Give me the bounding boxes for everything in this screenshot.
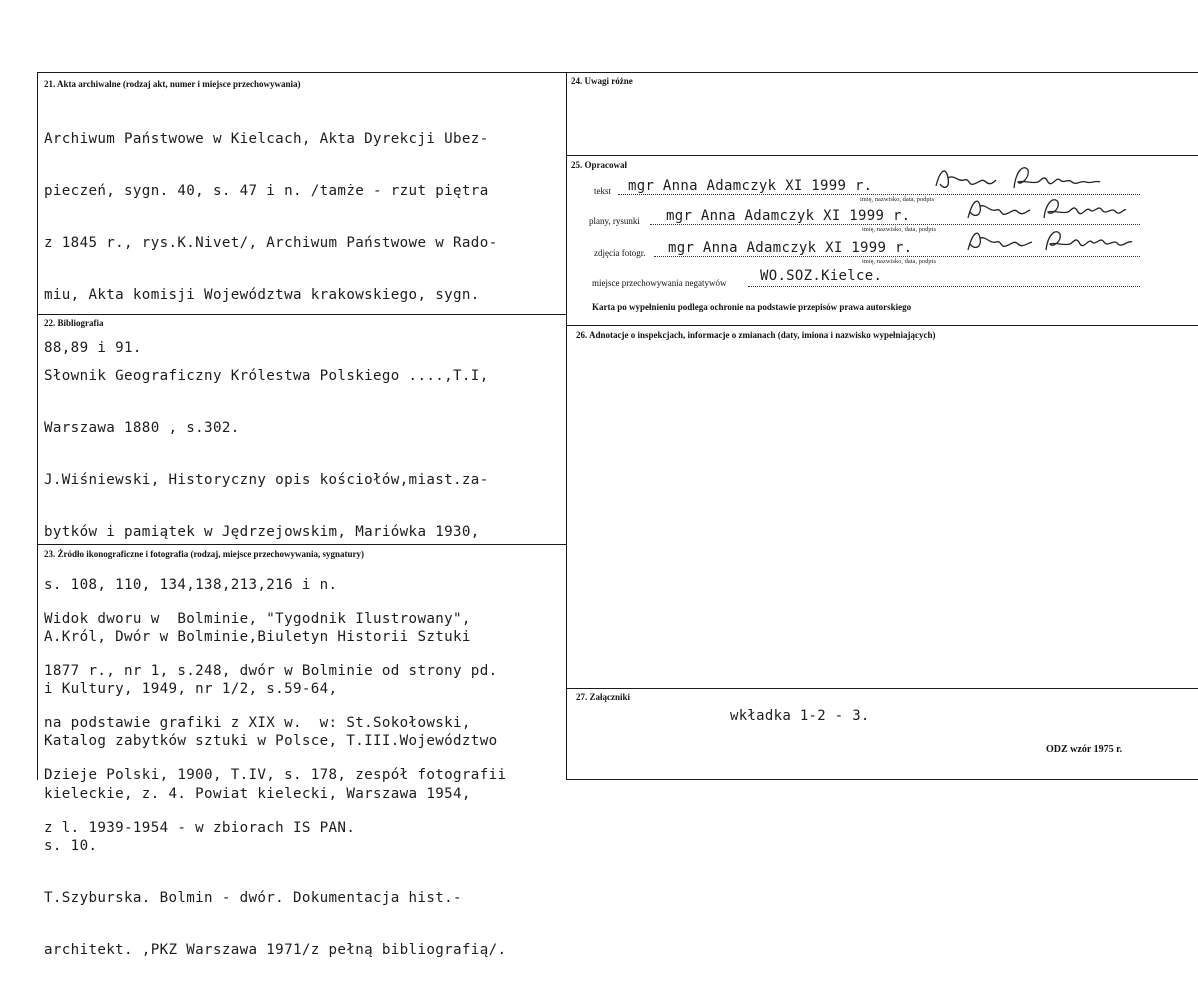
tekst-value: mgr Anna Adamczyk XI 1999 r. <box>628 178 873 194</box>
divider-25-26 <box>566 325 1198 326</box>
left-border <box>37 72 38 780</box>
zdjecia-value: mgr Anna Adamczyk XI 1999 r. <box>668 240 913 256</box>
tekst-caption: imię, nazwisko, data, podpis <box>860 196 935 203</box>
negatywy-label: miejsce przechowywania negatywów <box>592 278 727 288</box>
section-22-line: Warszawa 1880 , s.302. <box>44 420 240 437</box>
section-21-line: miu, Akta komisji Województwa krakowskiego, sygn. <box>44 287 480 304</box>
section-23-line: Dzieje Polski, 1900, T.IV, s. 178, zespół fotografii <box>44 767 507 784</box>
section-22-line: Katalog zabytków sztuki w Polsce, T.III.Województwo <box>44 733 498 750</box>
negatywy-value: WO.SOZ.Kielce. <box>760 268 883 284</box>
section-22-line: s. 10. <box>44 837 98 854</box>
plany-value: mgr Anna Adamczyk XI 1999 r. <box>666 208 911 224</box>
copyright-note: Karta po wypełnieniu podlega ochronie na podstawie przepisów prawa autorskiego <box>592 302 912 312</box>
signature-2 <box>960 190 1130 226</box>
section-23-line: z l. 1939-1954 - w zbiorach IS PAN. <box>44 819 356 836</box>
section-22-label: 22. Bibliografia <box>44 318 104 328</box>
negatywy-dotted-line <box>748 286 1140 287</box>
section-27-label: 27. Załączniki <box>576 692 631 702</box>
section-22-line: s. 108, 110, 134,138,213,216 i n. <box>44 576 338 593</box>
section-23-line: na podstawie grafiki z XIX w. w: St.Sokołowski, <box>44 715 471 732</box>
form-version: ODZ wzór 1975 r. <box>1046 744 1123 755</box>
section-24-label: 24. Uwagi różne <box>571 76 633 86</box>
zdjecia-caption: imię, nazwisko, data, podpis <box>862 258 937 265</box>
divider-26-27 <box>566 688 1198 689</box>
tekst-label: tekst <box>594 186 611 196</box>
section-22-line: J.Wiśniewski, Historyczny opis kościołów,miast.za- <box>44 472 489 489</box>
section-23-line: Widok dworu w Bolminie, "Tygodnik Ilustrowany", <box>44 610 471 627</box>
plany-label: plany, rysunki <box>589 216 640 226</box>
section-21-label: 21. Akta archiwalne (rodzaj akt, numer i miejsce przechowywania) <box>44 79 301 89</box>
plany-caption: imię, nazwisko, data, podpis <box>862 226 937 233</box>
section-26-label: 26. Adnotacje o inspekcjach, informacje o zmianach (daty, imiona i nazwisko wypełniających) <box>576 330 936 340</box>
attachments-value: wkładka 1-2 - 3. <box>730 708 870 724</box>
section-23-label: 23. Źródło ikonograficzne i fotografia (rodzaj, miejsce przechowywania, sygnatury) <box>44 549 365 559</box>
section-22-line: A.Król, Dwór w Bolminie,Biuletyn Historii Sztuki <box>44 628 471 645</box>
section-22-line: Słownik Geograficzny Królestwa Polskiego ....,T.I, <box>44 367 489 384</box>
section-22-line: architekt. ,PKZ Warszawa 1971/z pełną bibliografią/. <box>44 942 507 959</box>
divider-24-25 <box>566 155 1198 156</box>
zdjecia-label: zdjęcia fotogr. <box>594 248 646 258</box>
section-22-line: T.Szyburska. Bolmin - dwór. Dokumentacja hist.- <box>44 890 462 906</box>
section-22-line: bytków i pamiątek w Jędrzejowskim, Mariówka 1930, <box>44 524 480 541</box>
center-divider <box>566 72 567 780</box>
section-22-line: kieleckie, z. 4. Powiat kielecki, Warszawa 1954, <box>44 785 471 802</box>
bottom-border-right <box>566 779 1198 780</box>
signature-3 <box>960 222 1140 258</box>
top-border <box>37 72 1198 73</box>
section-21-line: 88,89 i 91. <box>44 339 142 356</box>
section-25-label: 25. Opracował <box>571 160 627 170</box>
section-22-line: i Kultury, 1949, nr 1/2, s.59-64, <box>44 681 338 698</box>
section-21-line: z 1845 r., rys.K.Nivet/, Archiwum Państwowe w Rado- <box>44 235 498 252</box>
section-21-line: Archiwum Państwowe w Kielcach, Akta Dyrekcji Ubez- <box>44 130 489 147</box>
section-23-text <box>44 576 506 872</box>
section-23-line: 1877 r., nr 1, s.248, dwór w Bolminie od strony pd. <box>44 663 498 680</box>
section-21-line: pieczeń, sygn. 40, s. 47 i n. /tamże - rzut piętra <box>44 183 489 200</box>
